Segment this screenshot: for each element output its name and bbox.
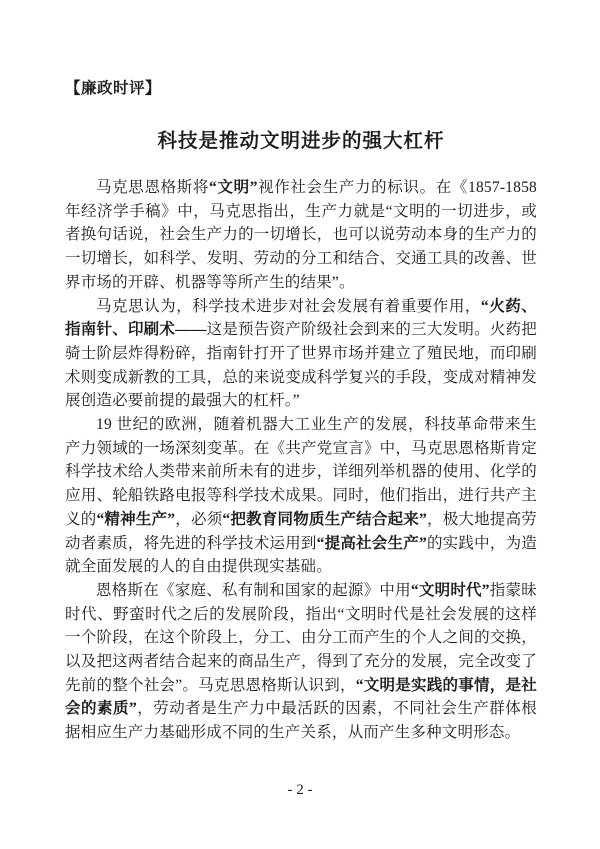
text-run: 19 世纪的欧洲，随着机器大工业生产的发展，科技革命带来生产力领域的一场深刻变革。在《共产党宣言》中，马克思恩格斯肯定科学技术给人类带来前所未有的进步，详细列举机器的使用、化学的应用、轮船铁路电报等科学技术成果。同时，他们指出，进行共产主义的 bbox=[65, 416, 537, 528]
text-run: “文明” bbox=[209, 179, 258, 196]
text-run: 马克思认为，科学技术进步对社会发展有着重要作用， bbox=[96, 297, 481, 315]
text-run: ，必须 bbox=[175, 510, 223, 528]
text-run: 马克思恩格斯将 bbox=[96, 179, 210, 196]
text-run: ，劳动者是生产力中最活跃的因素，不同社会生产群体根据相应生产力基础形成不同的生产关系，从而产生多种文明形态。 bbox=[65, 700, 537, 742]
column-header-tag: 【廉政时评】 bbox=[65, 80, 162, 97]
text-run: “把教育同物质生产结合起来” bbox=[222, 510, 427, 528]
paragraph bbox=[65, 295, 537, 414]
text-run: “提高社会生产” bbox=[316, 534, 427, 552]
paragraph bbox=[65, 413, 537, 579]
text-run: “文明是实践的事情，是社会的素质” bbox=[65, 676, 537, 718]
text-run: 的实践中，为造就全面发展的人的自由提供现实基础。 bbox=[65, 534, 538, 576]
text-run: 视作社会生产力的标识。在《1857-1858年经济学手稿》中，马克思指出，生产力就是“文明的一切进步，或者换句话说，社会生产力的一切增长，也可以说劳动本身的生产力的一切增长，如科学、发明、劳动的分工和结合、交通工具的改善、世界市场的开辟、机器等等所产生的结果”。 bbox=[65, 179, 537, 291]
page-title: 科技是推动文明进步的强大杠杆 bbox=[157, 131, 445, 152]
text-run: “文明时代” bbox=[410, 581, 490, 599]
text-run: 指蒙昧时代、野蛮时代之后的发展阶段，指出“文明时代是社会发展的这样一个阶段，在这个阶段上，分工、由分工而产生的个人之间的交换，以及把这两者结合起来的商品生产，得到了充分的发展，完全改变了先前的整个社会”。马克思恩格斯认识到， bbox=[65, 581, 537, 694]
paragraph bbox=[65, 176, 537, 295]
text-run: “精神生产” bbox=[96, 510, 176, 528]
paragraph bbox=[65, 579, 537, 745]
text-run: “火药、指南针、印刷术—— bbox=[65, 297, 537, 339]
text-run: 这是预告资产阶级社会到来的三大发明。火药把骑士阶层炸得粉碎，指南针打开了世界市场并建立了殖民地，而印刷术则变成新教的工具，总的来说变成科学复兴的手段，变成对精神发展创造必要前提的最强大的杠杆。” bbox=[65, 321, 537, 410]
text-run: 恩格斯在《家庭、私有制和国家的起源》中用 bbox=[96, 581, 411, 599]
text-run: ，极大地提高劳动者素质，将先进的科学技术运用到 bbox=[65, 510, 537, 552]
body-paragraphs bbox=[65, 176, 537, 745]
page-number: - 2 - bbox=[287, 782, 313, 798]
